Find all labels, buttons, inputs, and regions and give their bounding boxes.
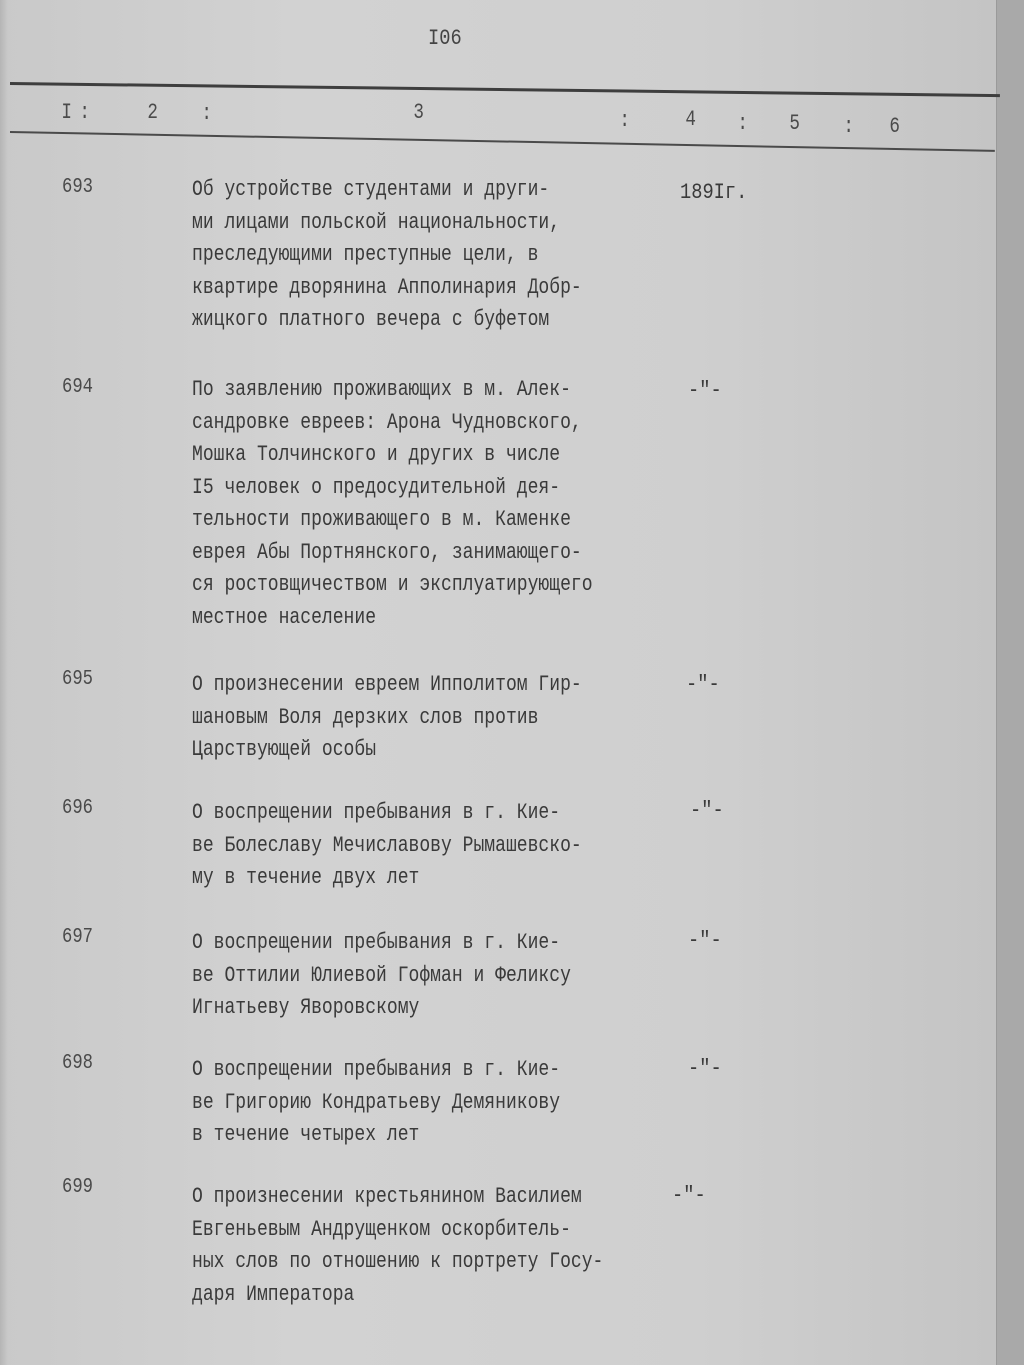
column-separator: : [619,108,630,133]
entry-description: По заявлению проживающих в м. Алек- сандровке евреев: Арона Чудновского, Мошка Толчинского и других в числе I5 человек о предосудительной дея- тельности проживающего в м. Каменке еврея Абы Портнянского, занимающего- ся ростовщичеством и эксплуатирующего местное население [192,377,593,630]
column-header-5: 5 [789,111,800,136]
entry-number: 698 [62,1052,94,1075]
column-header-2: 2 [147,100,158,125]
entry-date-ditto: -"- [688,1056,722,1081]
column-separator: : [843,114,854,139]
table-header-top-rule [10,82,1000,97]
entry-description: О произнесении крестьянином Василием Евгеньевым Андрущенком оскорбитель- ных слов по отношению к портрету Госу- даря Императора [192,1184,604,1307]
entry-description: О воспрещении пребывания в г. Кие- ве Оттилии Юлиевой Гофман и Феликсу Игнатьеву Яворовскому [192,930,571,1020]
entry-number: 697 [62,926,94,949]
entry-number: 694 [62,376,94,399]
page-number: I06 [428,26,462,51]
column-separator: : [201,101,212,126]
entry-description: Об устройстве студентами и други- ми лицами польской национальности, преследующими преступные цели, в квартире дворянина Апполинария Добр- жицкого платного вечера с буфетом [192,177,582,332]
entry-date: 189Iг. [680,180,748,205]
entry-number: 695 [62,668,94,691]
column-separator: : [737,111,748,136]
entry-date-ditto: -"- [686,672,720,697]
entry-number: 699 [62,1176,94,1199]
entry-description: О произнесении евреем Ипполитом Гир- шановым Воля дерзких слов против Царствующей особы [192,672,582,762]
entry-number: 696 [62,797,94,820]
entry-date-ditto: -"- [688,928,722,953]
column-header-1: I [61,100,72,125]
entry-date-ditto: -"- [688,378,722,403]
column-header-3: 3 [413,100,424,125]
entry-number: 693 [62,176,94,199]
entry-description: О воспрещении пребывания в г. Кие- ве Болеславу Мечиславову Рымашевско- му в течение двух лет [192,800,582,890]
column-header-4: 4 [685,107,696,132]
column-header-6: 6 [889,114,900,139]
entry-description: О воспрещении пребывания в г. Кие- ве Григорию Кондратьеву Демяникову в течение четырех лет [192,1057,561,1147]
column-separator: : [79,100,90,125]
entry-date-ditto: -"- [672,1183,706,1208]
page-edge-shadow [0,0,8,1365]
entry-date-ditto: -"- [690,798,724,823]
bleed-through-text [200,338,590,363]
